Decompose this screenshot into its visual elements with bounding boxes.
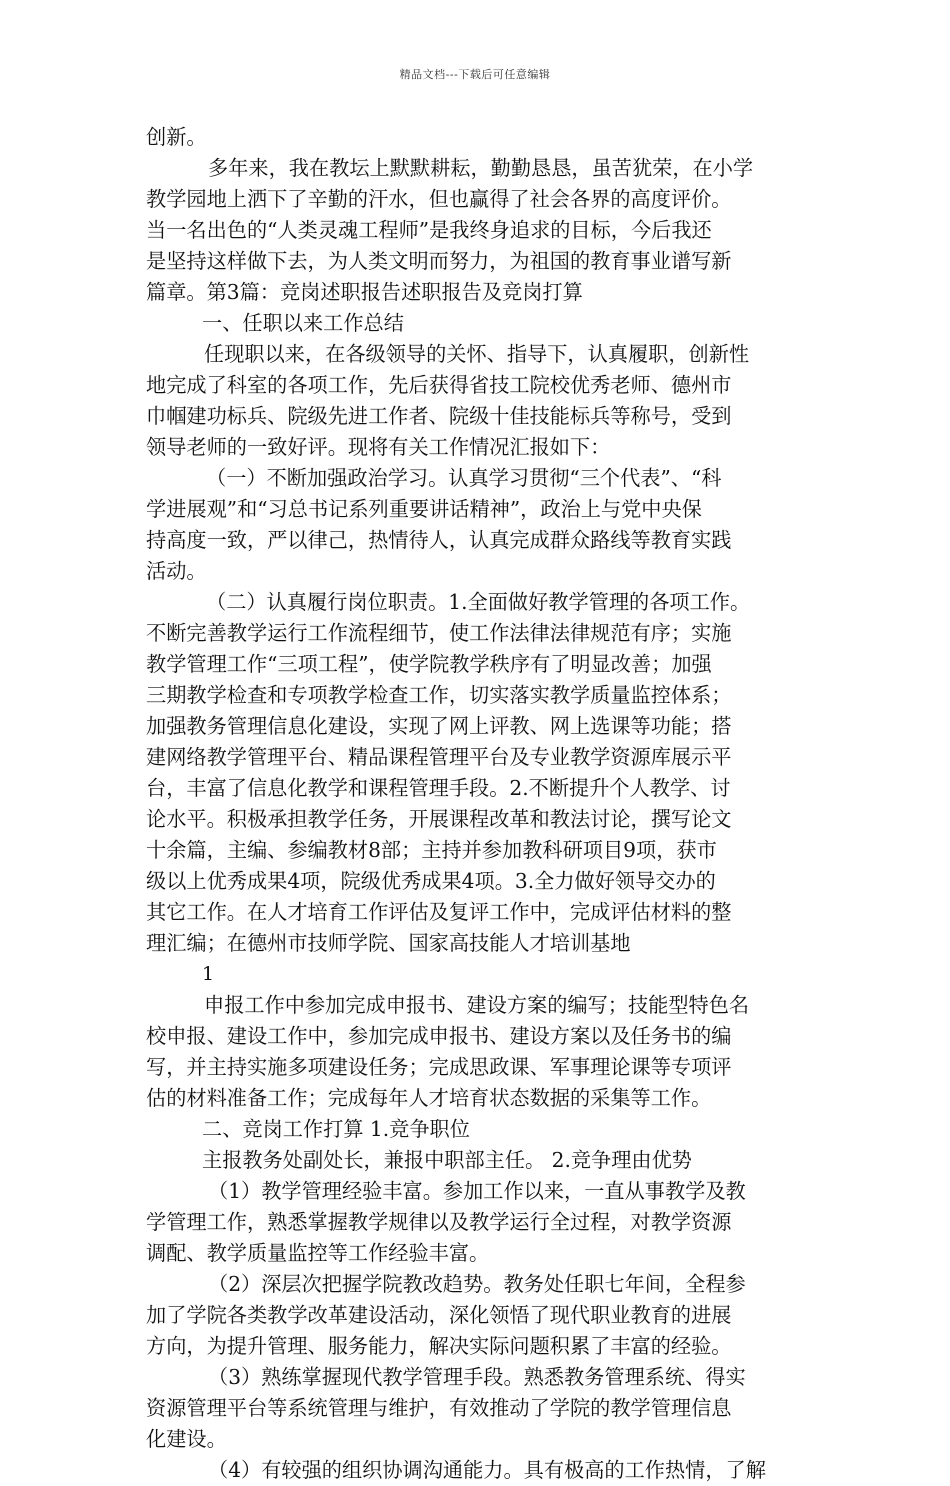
text-line: 巾帼建功标兵、院级先进工作者、院级十佳技能标兵等称号，受到 <box>146 404 732 428</box>
text-line: 主报教务处副处长，兼报中职部主任。 2.竞争理由优势 <box>202 1148 692 1172</box>
text-line: 申报工作中参加完成申报书、建设方案的编写；技能型特色名 <box>204 993 750 1017</box>
text-line: 任现职以来，在各级领导的关怀、指导下，认真履职，创新性 <box>204 342 750 366</box>
text-line: 建网络教学管理平台、精品课程管理平台及专业教学资源库展示平 <box>146 745 732 769</box>
text-line: 化建设。 <box>146 1427 227 1451</box>
text-line: 学管理工作，熟悉掌握教学规律以及教学运行全过程，对教学资源 <box>146 1210 732 1234</box>
text-line: 创新。 <box>146 125 207 149</box>
text-line: 二、竞岗工作打算 1.竞争职位 <box>202 1117 470 1141</box>
text-line: 当一名出色的“人类灵魂工程师”是我终身追求的目标，今后我还 <box>146 218 712 242</box>
text-line: 一、任职以来工作总结 <box>202 311 404 335</box>
text-line: 十余篇，主编、参编教材8部；主持并参加教科研项目9项，获市 <box>146 838 717 862</box>
text-line: 教学管理工作“三项工程”，使学院教学秩序有了明显改善；加强 <box>146 652 712 676</box>
text-line: 地完成了科室的各项工作，先后获得省技工院校优秀老师、德州市 <box>146 373 732 397</box>
page-header: 精品文档---下载后可任意编辑 <box>399 68 551 81</box>
text-line: （1）教学管理经验丰富。参加工作以来，一直从事教学及教 <box>208 1179 746 1203</box>
text-line: 篇章。第3篇：竞岗述职报告述职报告及竞岗打算 <box>146 280 583 304</box>
text-line: 级以上优秀成果4项，院级优秀成果4项。3.全力做好领导交办的 <box>146 869 716 893</box>
text-line: 领导老师的一致好评。现将有关工作情况汇报如下： <box>146 435 611 459</box>
text-line: （二）认真履行岗位职责。1.全面做好教学管理的各项工作。 <box>206 590 751 614</box>
text-line: 论水平。积极承担教学任务，开展课程改革和教法讨论，撰写论文 <box>146 807 732 831</box>
text-line: 学进展观”和“习总书记系列重要讲话精神”，政治上与党中央保 <box>146 497 702 521</box>
text-line: 理汇编；在德州市技师学院、国家高技能人才培训基地 <box>146 931 631 955</box>
text-line: 估的材料准备工作；完成每年人才培育状态数据的采集等工作。 <box>146 1086 712 1110</box>
text-line: 方向，为提升管理、服务能力，解决实际问题积累了丰富的经验。 <box>146 1334 732 1358</box>
text-line: 三期教学检查和专项教学检查工作，切实落实教学质量监控体系； <box>146 683 732 707</box>
page-number: 1 <box>202 963 215 985</box>
document-body <box>146 122 811 1486</box>
text-line: 是坚持这样做下去，为人类文明而努力，为祖国的教育事业谱写新 <box>146 249 732 273</box>
text-line: 加了学院各类教学改革建设活动，深化领悟了现代职业教育的进展 <box>146 1303 732 1327</box>
text-line: 其它工作。在人才培育工作评估及复评工作中，完成评估材料的整 <box>146 900 732 924</box>
text-line: （一）不断加强政治学习。认真学习贯彻“三个代表”、“科 <box>206 466 722 490</box>
text-line: 多年来，我在教坛上默默耕耘，勤勤恳恳，虽苦犹荣，在小学 <box>208 156 754 180</box>
text-line: 调配、教学质量监控等工作经验丰富。 <box>146 1241 490 1265</box>
text-line: 加强教务管理信息化建设，实现了网上评教、网上选课等功能；搭 <box>146 714 732 738</box>
text-line: 资源管理平台等系统管理与维护，有效推动了学院的教学管理信息 <box>146 1396 732 1420</box>
text-line: 不断完善教学运行工作流程细节，使工作法律法律规范有序；实施 <box>146 621 732 645</box>
text-line: 校申报、建设工作中，参加完成申报书、建设方案以及任务书的编 <box>146 1024 732 1048</box>
text-line: 持高度一致，严以律己，热情待人，认真完成群众路线等教育实践 <box>146 528 732 552</box>
text-line: （2）深层次把握学院教改趋势。教务处任职七年间，全程参 <box>208 1272 746 1296</box>
text-line: （3）熟练掌握现代教学管理手段。熟悉教务管理系统、得实 <box>208 1365 746 1389</box>
text-line: （4）有较强的组织协调沟通能力。具有极高的工作热情，了解 <box>208 1458 766 1482</box>
text-line: 教学园地上洒下了辛勤的汗水，但也赢得了社会各界的高度评价。 <box>146 187 732 211</box>
text-line: 写，并主持实施多项建设任务；完成思政课、军事理论课等专项评 <box>146 1055 732 1079</box>
text-line: 活动。 <box>146 559 207 583</box>
text-line: 台，丰富了信息化教学和课程管理手段。2.不断提升个人教学、讨 <box>146 776 731 800</box>
